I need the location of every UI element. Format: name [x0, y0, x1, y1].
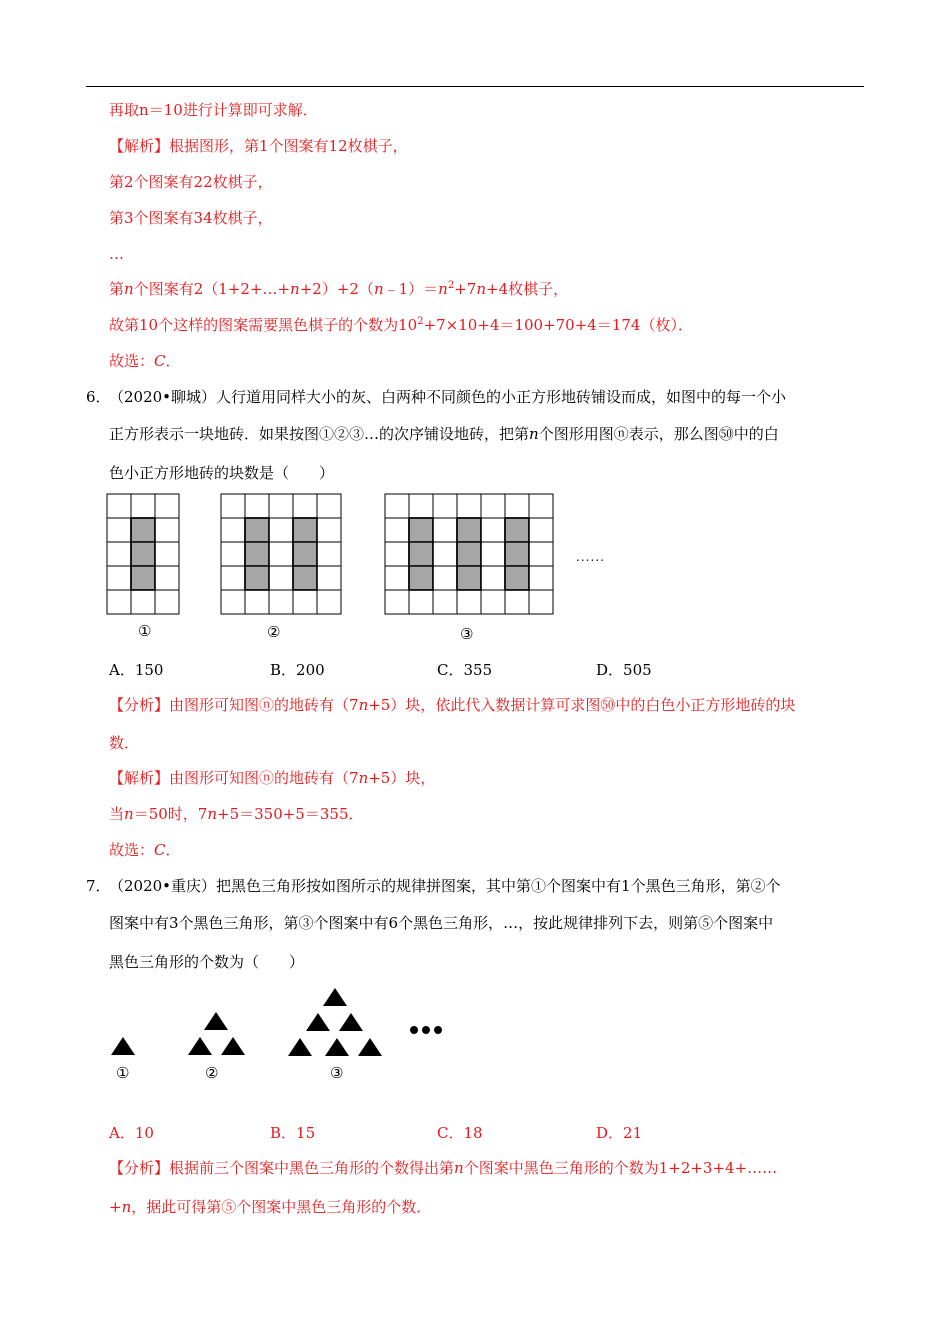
figure-label: ①	[138, 622, 152, 640]
white-tile	[107, 494, 131, 518]
analysis-line: 数．	[109, 734, 140, 752]
gray-tile	[457, 518, 481, 542]
white-tile	[221, 494, 245, 518]
variable-n: n	[121, 1198, 132, 1216]
variable-n: n	[454, 1159, 464, 1177]
tile-figure-2	[220, 493, 342, 615]
text-line: 第2个图案有22枚棋子，	[109, 173, 273, 191]
white-tile	[269, 590, 293, 614]
white-tile	[481, 494, 505, 518]
text-part: 故第10个这样的图案需要黑色棋子的个数为10	[109, 316, 418, 334]
analysis-line	[109, 1197, 431, 1217]
triangle	[204, 1012, 228, 1030]
white-tile	[433, 566, 457, 590]
text-part: 个图案有2（1+2+…+	[133, 280, 291, 298]
triangle	[339, 1013, 363, 1031]
white-tile	[529, 590, 553, 614]
question-text: （2020•重庆）把黑色三角形按如图所示的规律拼图案，其中第①个图案中有1个黑色三角形，第②个	[109, 877, 781, 895]
text-part: 由图形可知图ⓝ的地砖有（7	[169, 696, 359, 714]
dot	[434, 1026, 442, 1034]
option-b: B．15	[270, 1124, 316, 1142]
white-tile	[385, 590, 409, 614]
gray-tile	[457, 566, 481, 590]
gray-tile	[409, 566, 433, 590]
white-tile	[155, 566, 179, 590]
text-line: 第3个图案有34枚棋子，	[109, 209, 273, 227]
gray-tile	[293, 518, 317, 542]
question-text: 黑色三角形的个数为（ ）	[109, 953, 305, 971]
option-d: D．21	[596, 1124, 643, 1142]
triangle	[325, 1038, 349, 1056]
white-tile	[317, 566, 341, 590]
triangle	[221, 1037, 245, 1055]
text-part: ．	[165, 841, 181, 859]
white-tile	[221, 566, 245, 590]
white-tile	[131, 494, 155, 518]
analysis-tag: 【分析】	[109, 1159, 170, 1177]
white-tile	[529, 542, 553, 566]
white-tile	[481, 566, 505, 590]
white-tile	[245, 494, 269, 518]
white-tile	[131, 590, 155, 614]
question-text: 色小正方形地砖的块数是（ ）	[109, 464, 335, 482]
text-part: +5）块，	[368, 769, 436, 787]
variable-n: n	[358, 769, 369, 787]
dot	[422, 1026, 430, 1034]
text-part: 根据前三个图案中黑色三角形的个数得出第	[169, 1159, 455, 1177]
variable-n: n	[358, 696, 369, 714]
exponent: 2	[447, 280, 455, 291]
text-part: ，据此可得第⑤个图案中黑色三角形的个数．	[131, 1198, 432, 1216]
text-part: 由图形可知图ⓝ的地砖有（7	[169, 769, 359, 787]
tile-figure-1	[106, 493, 180, 615]
question-number: 6．	[86, 388, 111, 406]
question-text: （2020•聊城）人行道用同样大小的灰、白两种不同颜色的小正方形地砖铺设而成，如图中的每一个小	[109, 388, 787, 406]
text-line	[109, 136, 408, 156]
analysis-line	[109, 1158, 777, 1178]
white-tile	[155, 494, 179, 518]
figure-label: ③	[460, 625, 474, 643]
text-part: +5＝350+5＝355．	[217, 805, 364, 823]
white-tile	[221, 542, 245, 566]
white-tile	[385, 566, 409, 590]
tile-grid	[107, 494, 179, 614]
white-tile	[433, 542, 457, 566]
white-tile	[245, 590, 269, 614]
white-tile	[529, 566, 553, 590]
gray-tile	[505, 542, 529, 566]
question-text: 图案中有3个黑色三角形，第③个图案中有6个黑色三角形，…，按此规律排列下去，则第⑤个图案中	[109, 914, 774, 932]
text-part: ．	[165, 352, 181, 370]
white-tile	[457, 590, 481, 614]
figure-label: ③	[330, 1064, 344, 1082]
text-part: 故选：	[109, 841, 155, 859]
ellipsis: ......	[576, 550, 605, 564]
option-d: D．505	[596, 661, 652, 679]
white-tile	[269, 566, 293, 590]
white-tile	[293, 590, 317, 614]
white-tile	[409, 494, 433, 518]
white-tile	[433, 518, 457, 542]
solution-tag: 【解析】	[109, 769, 170, 787]
gray-tile	[457, 542, 481, 566]
analysis-line	[109, 695, 795, 715]
white-tile	[317, 518, 341, 542]
question-number: 7．	[86, 877, 111, 895]
triangle-figures	[100, 985, 420, 1060]
answer-letter: C	[154, 352, 166, 370]
text-part: 第	[109, 280, 125, 298]
gray-tile	[131, 542, 155, 566]
variable-n: n	[476, 280, 486, 298]
formula-line	[109, 279, 568, 299]
option-c: C．355	[437, 661, 493, 679]
answer-letter: C	[154, 841, 166, 859]
text-part: ﹣1）＝	[383, 280, 439, 298]
header-rule	[86, 86, 864, 87]
white-tile	[155, 590, 179, 614]
white-tile	[107, 590, 131, 614]
white-tile	[505, 494, 529, 518]
option-c: C．18	[437, 1124, 483, 1142]
white-tile	[107, 542, 131, 566]
white-tile	[409, 590, 433, 614]
formula-line	[109, 315, 693, 335]
triangle	[358, 1038, 382, 1056]
gray-tile	[505, 518, 529, 542]
figure-label: ①	[116, 1064, 130, 1082]
variable-n: n	[207, 805, 217, 823]
white-tile	[457, 494, 481, 518]
dot	[410, 1026, 418, 1034]
text-part: +7×10+4＝100+70+4＝174（枚）．	[423, 316, 693, 334]
text-line: …	[109, 245, 124, 263]
white-tile	[505, 590, 529, 614]
variable-n: n	[373, 280, 384, 298]
white-tile	[529, 518, 553, 542]
variable-n: n	[124, 805, 134, 823]
white-tile	[433, 590, 457, 614]
white-tile	[433, 494, 457, 518]
text-part: 正方形表示一块地砖．如果按图①②③…的次序铺设地砖，把第	[109, 425, 530, 443]
white-tile	[221, 518, 245, 542]
variable-n: n	[438, 280, 448, 298]
white-tile	[481, 542, 505, 566]
text-part: 个图形用图ⓝ表示，那么图㊿中的白	[538, 425, 779, 443]
text-part: 个图案中黑色三角形的个数为1+2+3+4+……	[463, 1159, 778, 1177]
variable-n: n	[529, 425, 539, 443]
solution-tag: 【解析】	[109, 137, 170, 155]
triangle	[306, 1013, 330, 1031]
variable-n: n	[290, 280, 300, 298]
text-part: +4枚棋子，	[486, 280, 569, 298]
tile-grid	[221, 494, 341, 614]
white-tile	[481, 590, 505, 614]
option-a: A．10	[109, 1124, 154, 1142]
gray-tile	[293, 542, 317, 566]
text-part: +	[109, 1198, 122, 1216]
white-tile	[293, 494, 317, 518]
gray-tile	[245, 542, 269, 566]
option-a: A．150	[109, 661, 164, 679]
white-tile	[155, 542, 179, 566]
white-tile	[317, 590, 341, 614]
text-line: 再取n＝10进行计算即可求解．	[109, 101, 318, 119]
gray-tile	[245, 518, 269, 542]
gray-tile	[409, 542, 433, 566]
tile-grid	[385, 494, 553, 614]
white-tile	[269, 542, 293, 566]
variable-n: n	[124, 280, 134, 298]
gray-tile	[409, 518, 433, 542]
triangle	[323, 988, 347, 1006]
option-b: B．200	[270, 661, 325, 679]
white-tile	[107, 566, 131, 590]
solution-text: 根据图形，第1个图案有12枚棋子，	[169, 137, 408, 155]
figure-label: ②	[267, 623, 281, 641]
solution-line	[109, 768, 435, 788]
triangle	[188, 1037, 212, 1055]
white-tile	[221, 590, 245, 614]
solution-line	[109, 804, 364, 824]
white-tile	[385, 542, 409, 566]
gray-tile	[245, 566, 269, 590]
answer-line	[109, 840, 181, 860]
text-part: +7	[454, 280, 477, 298]
triangle	[288, 1038, 312, 1056]
white-tile	[317, 542, 341, 566]
analysis-tag: 【分析】	[109, 696, 170, 714]
exponent: 2	[417, 316, 424, 327]
text-part: 故选：	[109, 352, 155, 370]
text-part: 当	[109, 805, 125, 823]
white-tile	[529, 494, 553, 518]
white-tile	[155, 518, 179, 542]
white-tile	[107, 518, 131, 542]
text-part: +5）块，依此代入数据计算可求图㊿中的白色小正方形地砖的块	[368, 696, 796, 714]
figure-label: ②	[205, 1064, 219, 1082]
gray-tile	[505, 566, 529, 590]
white-tile	[317, 494, 341, 518]
white-tile	[385, 494, 409, 518]
white-tile	[385, 518, 409, 542]
white-tile	[269, 518, 293, 542]
white-tile	[269, 494, 293, 518]
question-text	[109, 424, 779, 444]
white-tile	[481, 518, 505, 542]
text-part: ＝50时，7	[133, 805, 208, 823]
gray-tile	[293, 566, 317, 590]
triangle	[111, 1037, 135, 1055]
gray-tile	[131, 566, 155, 590]
tile-figure-3	[384, 493, 554, 615]
text-part: +2）+2（	[299, 280, 374, 298]
answer-line	[109, 351, 181, 371]
gray-tile	[131, 518, 155, 542]
